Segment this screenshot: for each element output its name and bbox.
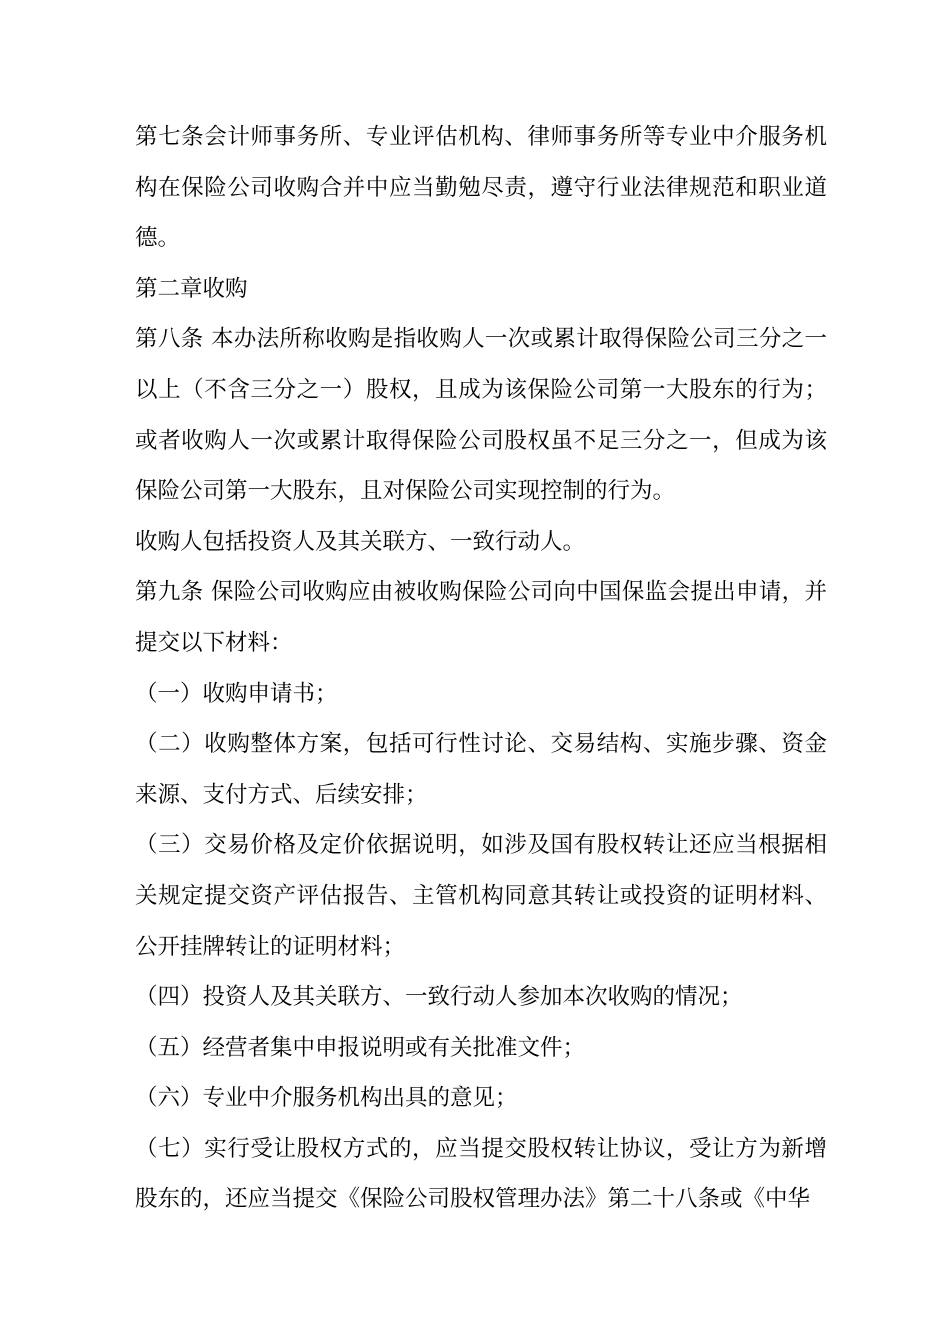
list-item-2: （二）收购整体方案，包括可行性讨论、交易结构、实施步骤、资金来源、支付方式、后续安排； — [135, 731, 827, 808]
paragraph-article-8: 第八条 本办法所称收购是指收购人一次或累计取得保险公司三分之一以上（不含三分之一）股权，且成为该保险公司第一大股东的行为；或者收购人一次或累计取得保险公司股权虽不足三分之一，但成为该保险公司第一大股东，且对保险公司实现控制的行为。 — [135, 326, 827, 505]
list-item-5: （五）经营者集中申报说明或有关批准文件； — [135, 1034, 586, 1061]
chapter-heading: 第二章收购 — [135, 275, 248, 302]
document-body — [135, 112, 827, 1225]
list-item-6: （六）专业中介服务机构出具的意见； — [135, 1085, 518, 1112]
list-item-7: （七）实行受让股权方式的，应当提交股权转让协议，受让方为新增股东的，还应当提交《保险公司股权管理办法》第二十八条或《中华 — [135, 1135, 827, 1213]
paragraph-article-7: 第七条会计师事务所、专业评估机构、律师事务所等专业中介服务机构在保险公司收购合并中应当勤勉尽责，遵守行业法律规范和职业道德。 — [135, 124, 827, 252]
paragraph-article-9: 第九条 保险公司收购应由被收购保险公司向中国保监会提出申请，并提交以下材料： — [135, 579, 827, 656]
list-item-1: （一）收购申请书； — [135, 680, 338, 707]
paragraph-acquirer-scope: 收购人包括投资人及其关联方、一致行动人。 — [135, 528, 586, 555]
list-item-4: （四）投资人及其关联方、一致行动人参加本次收购的情况； — [135, 984, 743, 1011]
list-item-3: （三）交易价格及定价依据说明，如涉及国有股权转让还应当根据相关规定提交资产评估报告、主管机构同意其转让或投资的证明材料、公开挂牌转让的证明材料； — [135, 832, 827, 960]
